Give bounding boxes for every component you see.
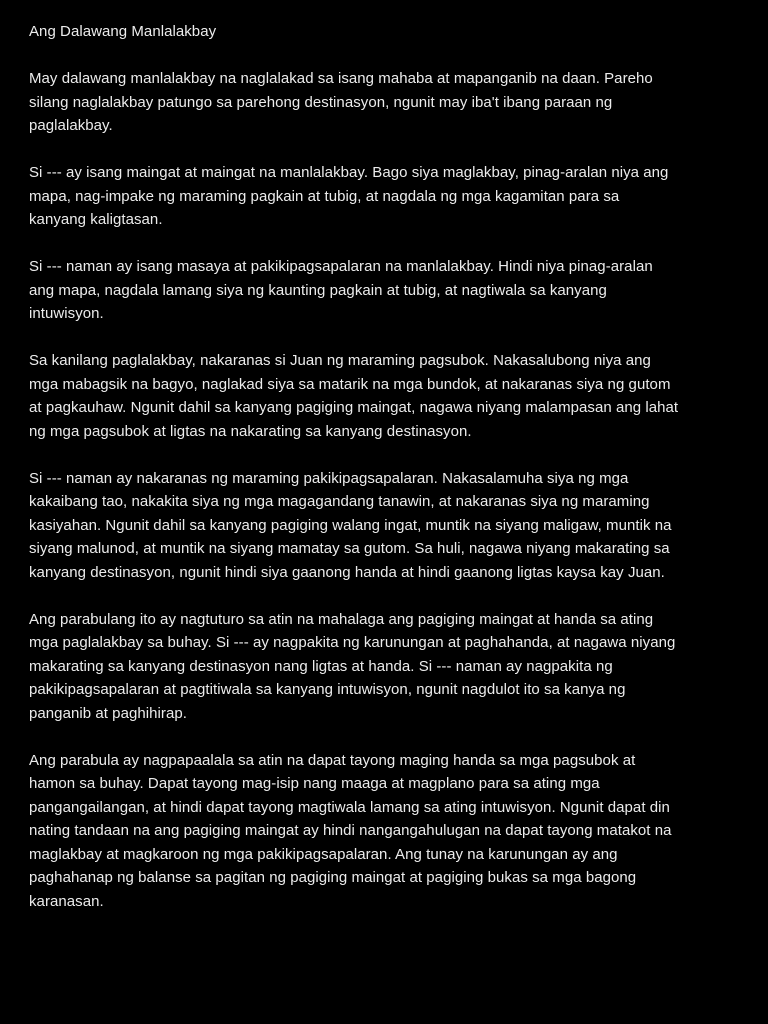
paragraph — [29, 161, 740, 232]
paragraph-line: mga mabagsik na bagyo, naglakad siya sa matarik na mga bundok, at nakaranas siya ng gutom — [29, 375, 671, 393]
paragraph-line: paghahanap ng balanse sa pagitan ng pagiging maingat at pagiging bukas sa mga bagong — [29, 869, 637, 886]
paragraph — [29, 467, 740, 585]
title-text: Ang Dalawang Manlalakbay — [29, 23, 217, 40]
paragraph-line: paglalakbay. — [29, 117, 113, 134]
paragraph-line: Ang parabulang ito ay nagtuturo sa atin na mahalaga ang pagiging maingat at handa sa ating — [29, 610, 654, 628]
paragraph-line: at pagkauhaw. Ngunit dahil sa kanyang pagiging maingat, nagawa niyang malampasan ang lahat — [29, 399, 679, 416]
paragraph-line: mapa, nag-impake ng maraming pagkain at tubig, at nagdala ng mga kagamitan para sa — [29, 187, 620, 205]
paragraph — [29, 608, 740, 726]
paragraph-line: kanyang kaligtasan. — [29, 211, 163, 228]
paragraph-line: pakikipagsapalaran at pagtitiwala sa kanyang intuwisyon, ngunit nagdulot ito sa kanya ng — [29, 681, 626, 698]
document-body — [29, 67, 740, 913]
paragraph-line: karanasan. — [29, 892, 104, 910]
paragraph-line: Si --- naman ay isang masaya at pakikipagsapalaran na manlalakbay. Hindi niya pinag-aralan — [29, 258, 653, 275]
paragraph-line: mga paglalakbay sa buhay. Si --- ay nagpakita ng karunungan at paghahanda, at nagawa niyang — [29, 634, 676, 651]
paragraph-line: pangangailangan, at hindi dapat tayong magtiwala lamang sa ating intuwisyon. Ngunit dapat din — [29, 798, 670, 816]
paragraph-line: ang mapa, nagdala lamang siya ng kaunting pagkain at tubig, at nagtiwala sa kanyang — [29, 281, 607, 299]
paragraph-line: panganib at paghihirap. — [29, 704, 187, 722]
paragraph-line: ng mga pagsubok at ligtas na nakarating sa kanyang destinasyon. — [29, 422, 472, 440]
paragraph-line: Ang parabula ay nagpapaalala sa atin na dapat tayong maging handa sa mga pagsubok at — [29, 751, 636, 769]
paragraph-line: hamon sa buhay. Dapat tayong mag-isip nang maaga at magplano para sa ating mga — [29, 775, 600, 792]
document-title — [29, 20, 740, 44]
paragraph-line: Si --- ay isang maingat at maingat na manlalakbay. Bago siya maglakbay, pinag-aralan niya ang — [29, 164, 669, 181]
paragraph-line: nating tandaan na ang pagiging maingat ay hindi nangangahulugan na dapat tayong matakot na — [29, 822, 672, 839]
paragraph-line: intuwisyon. — [29, 305, 104, 322]
paragraph-line: kanyang destinasyon, ngunit hindi siya gaanong handa at hindi gaanong ligtas kaysa kay Juan. — [29, 563, 665, 581]
paragraph-line: May dalawang manlalakbay na naglalakad sa isang mahaba at mapanganib na daan. Pareho — [29, 70, 653, 87]
paragraph-line: maglakbay at magkaroon ng mga pakikipagsapalaran. Ang tunay na karunungan ay ang — [29, 845, 618, 863]
paragraph-line: kasiyahan. Ngunit dahil sa kanyang pagiging walang ingat, muntik na siyang maligaw, muntik na — [29, 516, 672, 534]
paragraph-line: Si --- naman ay nakaranas ng maraming pakikipagsapalaran. Nakasalamuha siya ng mga — [29, 469, 629, 487]
paragraph-line: Sa kanilang paglalakbay, nakaranas si Juan ng maraming pagsubok. Nakasalubong niya ang — [29, 352, 651, 369]
paragraph-line: silang naglalakbay patungo sa parehong destinasyon, ngunit may iba't ibang paraan ng — [29, 93, 613, 111]
paragraph — [29, 255, 740, 326]
paragraph — [29, 67, 740, 138]
paragraph-line: kakaibang tao, nakakita siya ng mga magagandang tanawin, at nakaranas siya ng maraming — [29, 493, 650, 510]
paragraph — [29, 749, 740, 914]
paragraph — [29, 349, 740, 443]
paragraph-line: siyang malunod, at muntik na siyang mamatay sa gutom. Sa huli, nagawa niyang makarating sa — [29, 540, 670, 557]
paragraph-line: makarating sa kanyang destinasyon nang ligtas at handa. Si --- naman ay nagpakita ng — [29, 657, 613, 675]
